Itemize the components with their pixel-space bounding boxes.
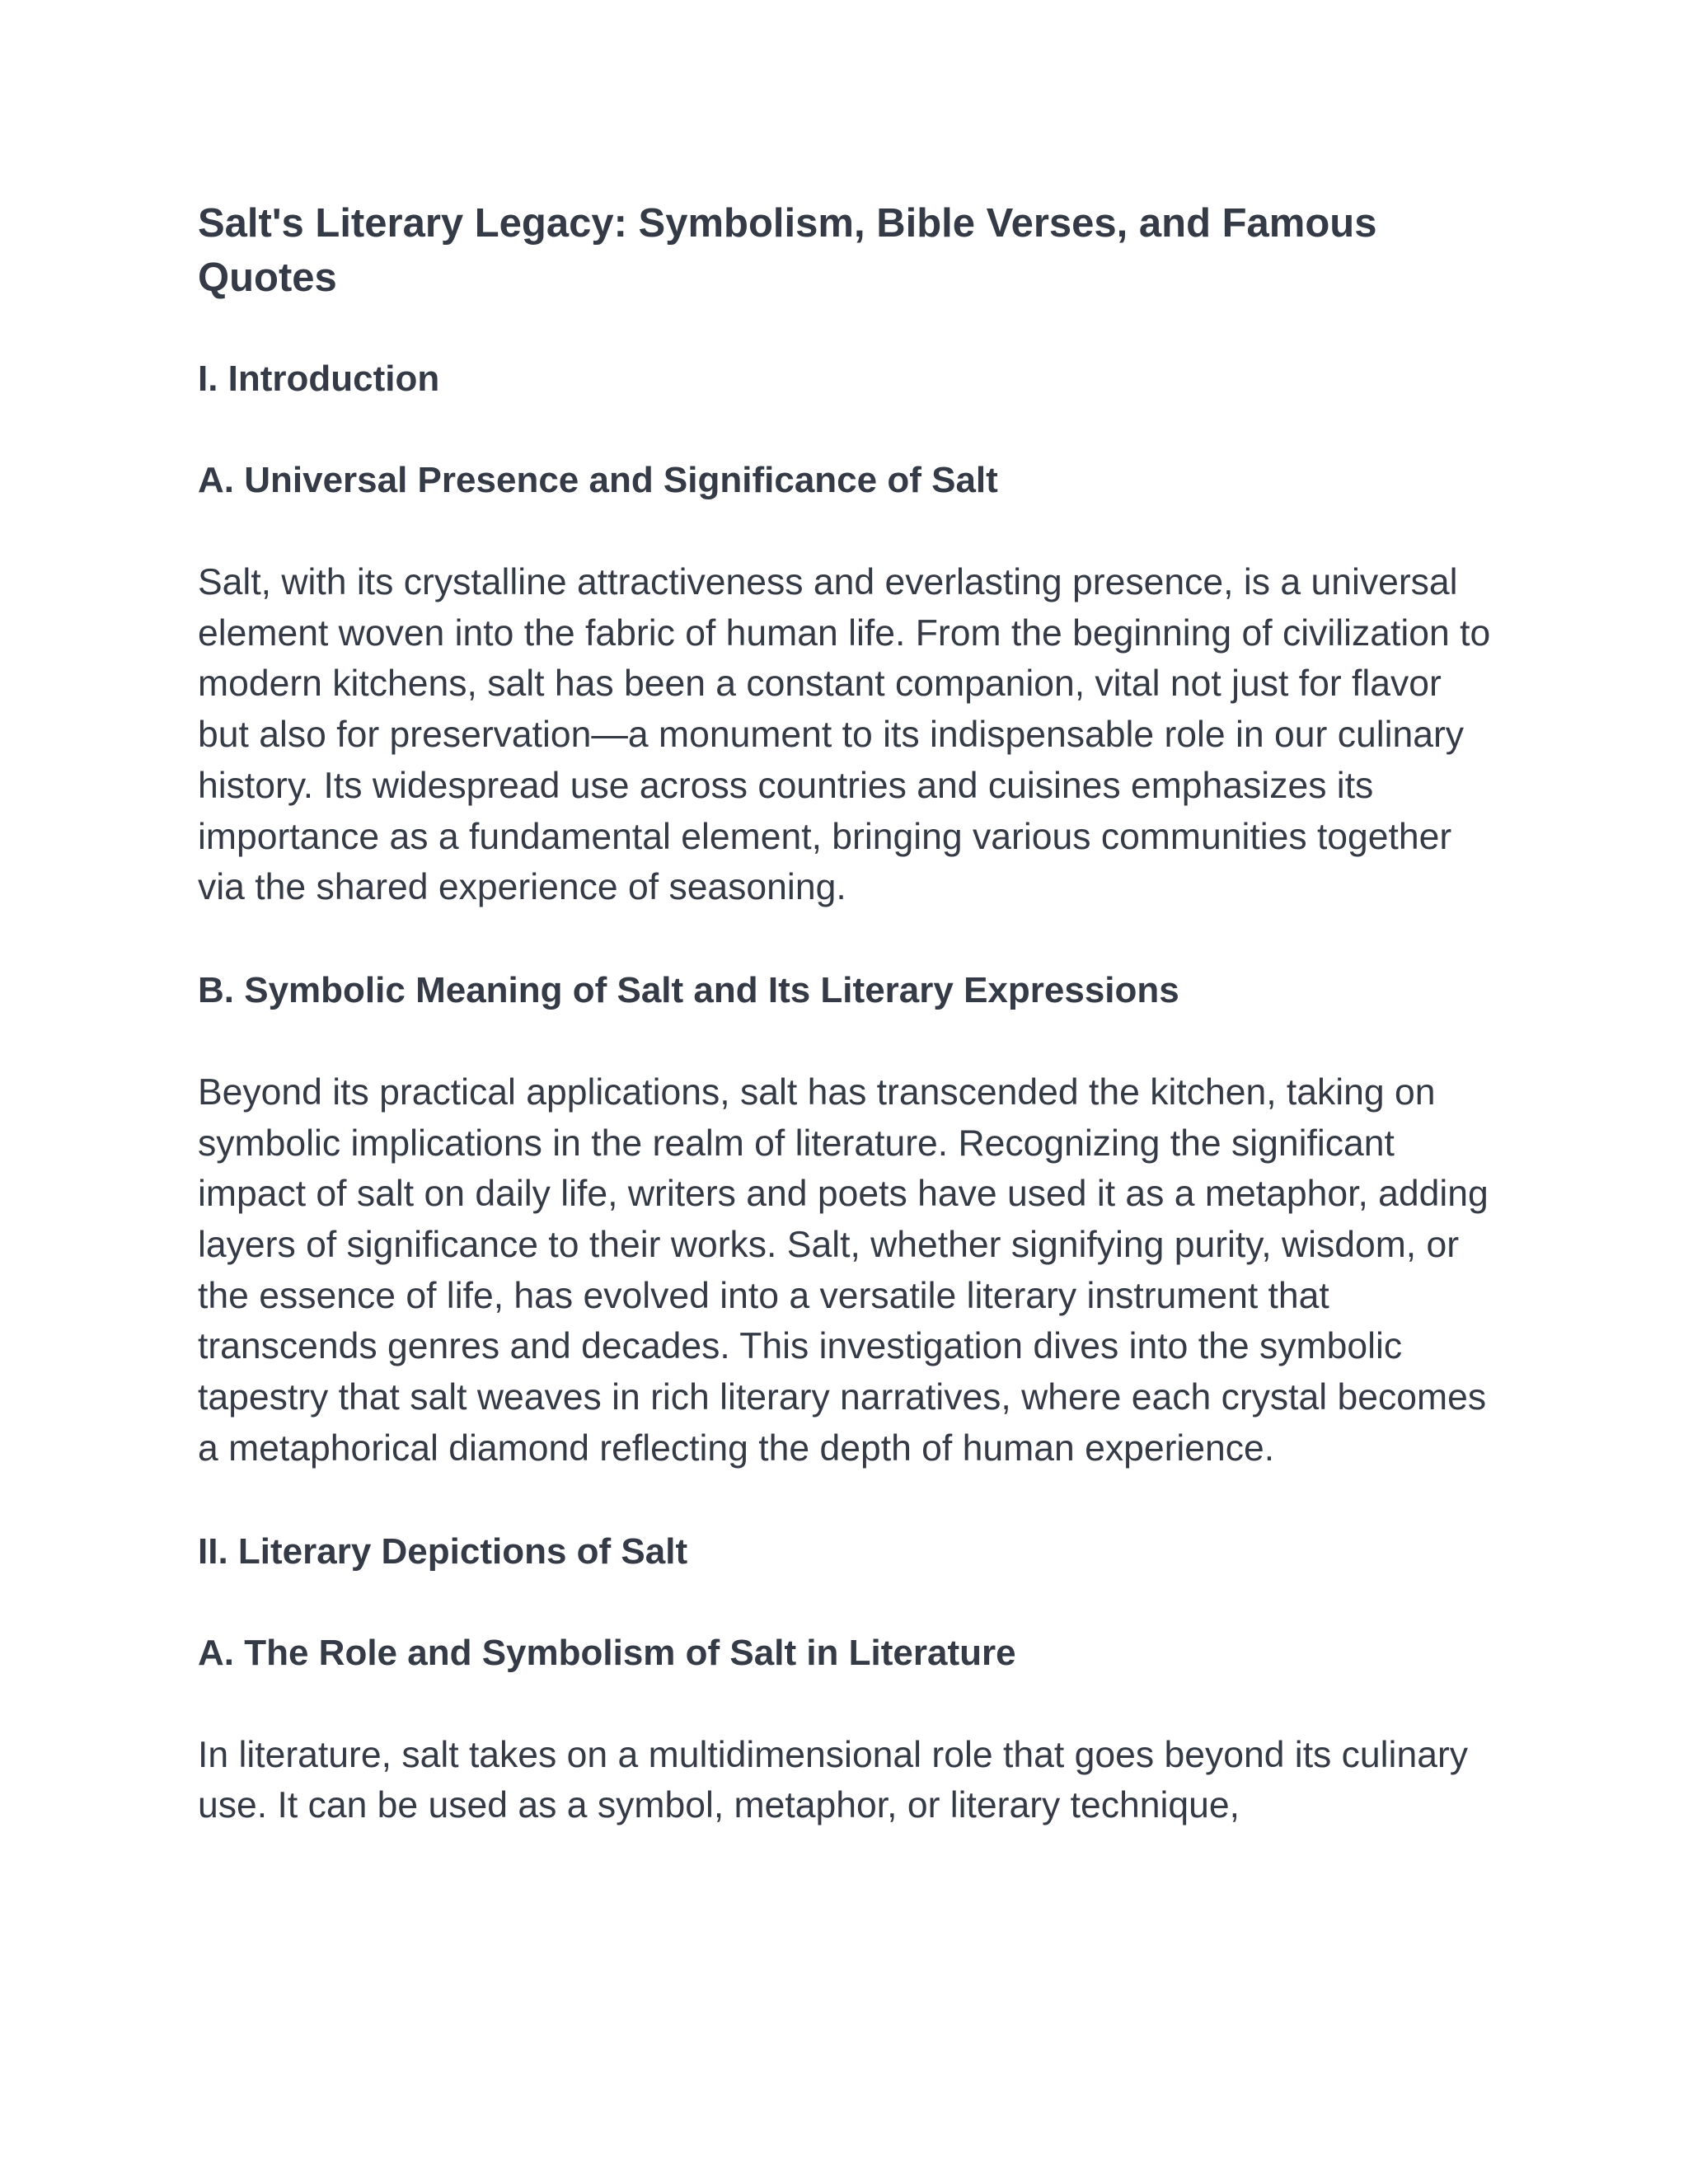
document-title: Salt's Literary Legacy: Symbolism, Bible Verses, and Famous Quotes (198, 201, 1377, 300)
subsection-heading-universal-presence: A. Universal Presence and Significance of Salt (198, 460, 998, 500)
subsection-heading-role-and-symbolism: A. The Role and Symbolism of Salt in Literature (198, 1632, 1016, 1673)
section-heading-introduction: I. Introduction (198, 359, 440, 399)
paragraph-role-and-symbolism: In literature, salt takes on a multidimensional role that goes beyond its culinary use. It can be used as a symbol, metaphor, or literary technique, (198, 1734, 1469, 1826)
paragraph-universal-presence: Salt, with its crystalline attractiveness and everlasting presence, is a universal element woven into the fabric of human life. From the beginning of civilization to modern kitchens, salt has been a constant companion, vital not just for flavor but also for preservation—a monument to its indispensable role in our culinary history. Its widespread use across countries and cuisines emphasizes its importance as a fundamental element, bringing various communities together via the shared experience of seasoning. (198, 562, 1491, 908)
section-heading-literary-depictions: II. Literary Depictions of Salt (198, 1530, 688, 1572)
subsection-heading-symbolic-meaning: B. Symbolic Meaning of Salt and Its Literary Expressions (198, 969, 1179, 1010)
document-content (198, 196, 1492, 1831)
paragraph-symbolic-meaning: Beyond its practical applications, salt has transcended the kitchen, taking on symbolic implications in the realm of literature. Recognizing the significant impact of salt on daily life, writers and poets have used it as a metaphor, adding layers of significance to their works. Salt, whether signifying purity, wisdom, or the essence of life, has evolved into a versatile literary instrument that transcends genres and decades. This investigation dives into the symbolic tapestry that salt weaves in rich literary narratives, where each crystal becomes a metaphorical diamond reflecting the depth of human experience. (198, 1071, 1489, 1469)
